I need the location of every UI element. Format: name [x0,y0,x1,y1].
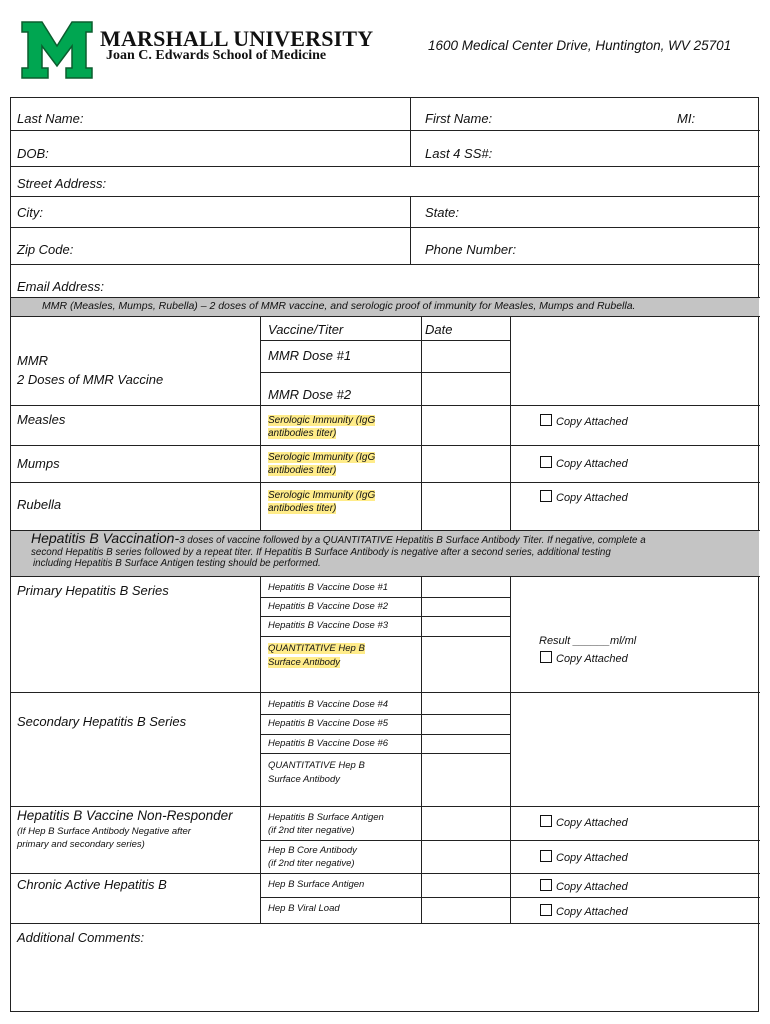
mumps-serologic: Serologic Immunity (IgG antibodies titer) [268,452,376,476]
hepb-band: Hepatitis B Vaccination-3 doses of vaccine followed by a QUANTITATIVE Hepatitis B Surface Antibody Titer. If negative, complete a second Hepatitis B series followed by a repeat titer. If Hepatitis B Surface Antibody is negative after a second series, additional testing including Hepatitis B Surface Antigen testing should be performed. [31,530,646,569]
mi-label: MI: [677,111,696,126]
hepb-dose-6: Hepatitis B Vaccine Dose #6 [268,738,389,749]
core-copy-attached[interactable]: Copy Attached [540,850,628,864]
measles-copy-attached[interactable]: Copy Attached [540,414,628,428]
checkbox[interactable] [540,850,552,862]
measles-serologic: Serologic Immunity (IgG antibodies titer) [268,415,376,439]
mmr-dose-2: MMR Dose #2 [268,387,352,402]
hepb-dose-2: Hepatitis B Vaccine Dose #2 [268,601,389,612]
checkbox[interactable] [540,815,552,827]
measles-label: Measles [17,412,66,427]
marshall-m-logo [20,20,94,80]
surface-antigen: Hepatitis B Surface Antigen (if 2nd titer negative) [268,812,384,836]
primary-series-label: Primary Hepatitis B Series [17,583,169,598]
mmr-label: MMR [17,353,49,368]
hepb-dose-1: Hepatitis B Vaccine Dose #1 [268,582,389,593]
nonresponder-note: (If Hep B Surface Antibody Negative after primary and secondary series) [17,826,191,850]
last-name-label: Last Name: [17,111,84,126]
checkbox[interactable] [540,879,552,891]
nonresponder-label: Hepatitis B Vaccine Non-Responder [17,808,233,823]
address: 1600 Medical Center Drive, Huntington, WV 25701 [428,38,732,53]
hepb-dose-3: Hepatitis B Vaccine Dose #3 [268,620,389,631]
checkbox[interactable] [540,904,552,916]
checkbox[interactable] [540,651,552,663]
zip-label: Zip Code: [17,242,74,257]
hb-surface-antigen: Hep B Surface Antigen [268,879,365,890]
col-vaccine: Vaccine/Titer [268,322,344,337]
rubella-serologic: Serologic Immunity (IgG antibodies titer) [268,490,376,514]
mmr-band-text: MMR (Measles, Mumps, Rubella) – 2 doses of MMR vaccine, and serologic proof of immunity for Measles, Mumps and Rubella. [42,300,636,312]
chronic-antigen-copy-attached[interactable]: Copy Attached [540,879,628,893]
hepb-dose-4: Hepatitis B Vaccine Dose #4 [268,699,389,710]
checkbox[interactable] [540,490,552,502]
dob-label: DOB: [17,146,49,161]
mmr-dose-1: MMR Dose #1 [268,348,352,363]
rubella-label: Rubella [17,497,62,512]
col-date: Date [425,322,453,337]
comments-area[interactable] [12,950,757,1010]
rubella-copy-attached[interactable]: Copy Attached [540,490,628,504]
mumps-copy-attached[interactable]: Copy Attached [540,456,628,470]
quant-hepb-secondary: QUANTITATIVE Hep B Surface Antibody [268,760,365,785]
checkbox[interactable] [540,456,552,468]
primary-copy-attached[interactable]: Copy Attached [540,651,628,665]
hepb-dose-5: Hepatitis B Vaccine Dose #5 [268,718,389,729]
last4-label: Last 4 SS#: [425,146,493,161]
viral-load-copy-attached[interactable]: Copy Attached [540,904,628,918]
antigen-copy-attached[interactable]: Copy Attached [540,815,628,829]
chronic-label: Chronic Active Hepatitis B [17,877,167,892]
school-name: Joan C. Edwards School of Medicine [106,48,327,63]
street-label: Street Address: [17,176,107,191]
logo [20,20,94,80]
university-name: MARSHALL UNIVERSITY [100,26,374,51]
additional-comments-label: Additional Comments: [17,930,145,945]
core-antibody: Hep B Core Antibody (if 2nd titer negative) [268,845,357,869]
hb-viral-load: Hep B Viral Load [268,903,340,914]
state-label: State: [425,205,459,220]
mumps-label: Mumps [17,456,60,471]
quant-hepb-primary: QUANTITATIVE Hep B Surface Antibody [268,643,365,668]
first-name-label: First Name: [425,111,493,126]
city-label: City: [17,205,43,220]
mmr-doses-label: 2 Doses of MMR Vaccine [17,372,164,387]
result-text: Result ______ml/ml [539,635,637,647]
secondary-series-label: Secondary Hepatitis B Series [17,714,187,729]
phone-label: Phone Number: [425,242,517,257]
checkbox[interactable] [540,414,552,426]
email-label: Email Address: [17,279,104,294]
